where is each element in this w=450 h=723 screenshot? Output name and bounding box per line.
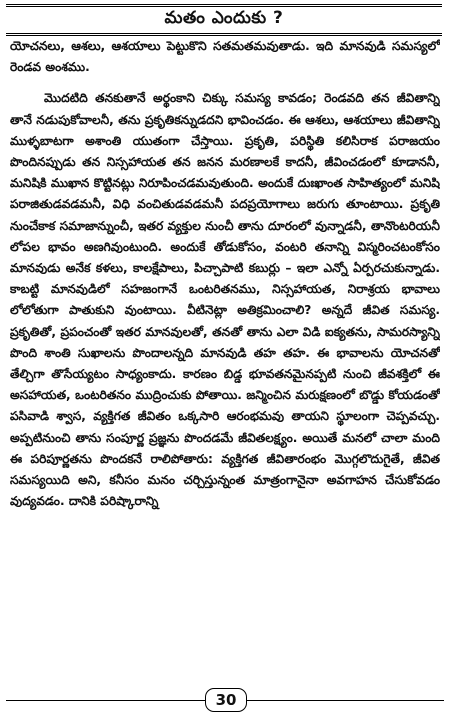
page-body [10,36,440,678]
chapter-title: మతం ఎందుకు ? [157,8,292,32]
page-footer [0,685,450,717]
page-number: 30 [205,688,247,712]
page-header [6,4,442,36]
paragraph-2: మొదటిది తనకుతానే అర్థంకాని చిక్కు సమస్య కావడం; రెండవది తన జీవితాన్ని తానే నడుపుకోవాలనీ, తను ప్రకృతికన్నుడదని భావించడం. ఈ ఆశలు, ఆశయాలు జీవితాన్ని ముళ్ళబాటగా అశాంతి యుతంగా చేస్తాయి. ప్రకృతి, పరిస్థితి కలిసిరాక పరాజయం పొందినప్పుడు తన నిస్సహాయత తన జనన మరణాలకే కాదనీ, జీవించడంలో కూడాననీ, మనిషికి ముఖాన కొట్టినట్లు నిరూపించడమవుతుంది. అందుకే దుఃఖాంత సాహిత్యంలో మనిషి పరాజితుడవడమనీ, విధి వంచితుడవడమనీ పదప్రయోగాలు జరుగు తూంటాయి. ప్రకృతి నుంచేకాక సమాజాన్నుంచీ, ఇతర వ్యక్తుల నుంచీ తాను దూరంలో వున్నాడనీ, తానొంటరియనీ లోపల భావం అణగివుంటుంది. అందుకే తోడుకోసం, వంటరి తనాన్ని విస్మరించటంకోసం మానవుడు అనేక కళలు, కాలక్షేపాలు, పిచ్చాపాటి కబుర్లు – ఇలా ఎన్నో ఏర్పరచుకున్నాడు. కాబట్టి మానవుడిలో సహజంగానే ఒంటరితనము, నిస్సహాయత, నిరాశ్రయ భావాలు లోలోతుగా పాతుకుని వుంటాయి. వీటినెట్లా అతిక్రమించాలి? అన్నదే జీవిత సమస్య. ప్రకృతితో, ప్రపంచంతో ఇతర మానవులతో, తనతో తాను ఎలా విడి ఐక్యతను, సామరస్యాన్ని పొంది శాంతి సుఖాలను పొందాలన్నది మానవుడి తహ తహ. ఈ భావాలను యోచనతో తేల్చిగా తొసేయ్యటం సాధ్యంకాదు. కారణం బిడ్డ భూవతనమైనప్పటి నుంచి జీవశక్తిలో ఈ అసహాయత, ఒంటరితనం ముద్రించుకు పోతాయి. జన్మించిన మరుక్షణంలో బొడ్డు కోయడంతో పసివాడి శ్వాస, వ్యక్తిగత జీవితం ఒక్కసారి ఆరంభమవు తాయని స్థూలంగా చెప్పవచ్చు. అప్పటినుంచి తాను సంపూర్ణ ప్రజ్ఞను పొందడమే జీవితలక్ష్యం. అయితే మనలో చాలా మంది ఈ పరిపూర్ణతను పొందకనే రాలిపోతారు: వ్యక్తిగత జీవితారంభం మొగ్గలొదుగైతే, జీవిత సమస్యయిది అని, కనీసం మనం చర్చిస్తున్నంత మాత్రంగానైనా అవగాహన చేసుకోవడం వుద్యవడం. దానికి పరిష్కారాన్ని [10,91,440,509]
paragraph-1: యోచనలు, ఆశలు, ఆశయాలు పెట్టుకొని సతమతమవుతాడు. ఇది మానవుడి సమస్యలో రెండవ అంశము. [10,39,440,75]
